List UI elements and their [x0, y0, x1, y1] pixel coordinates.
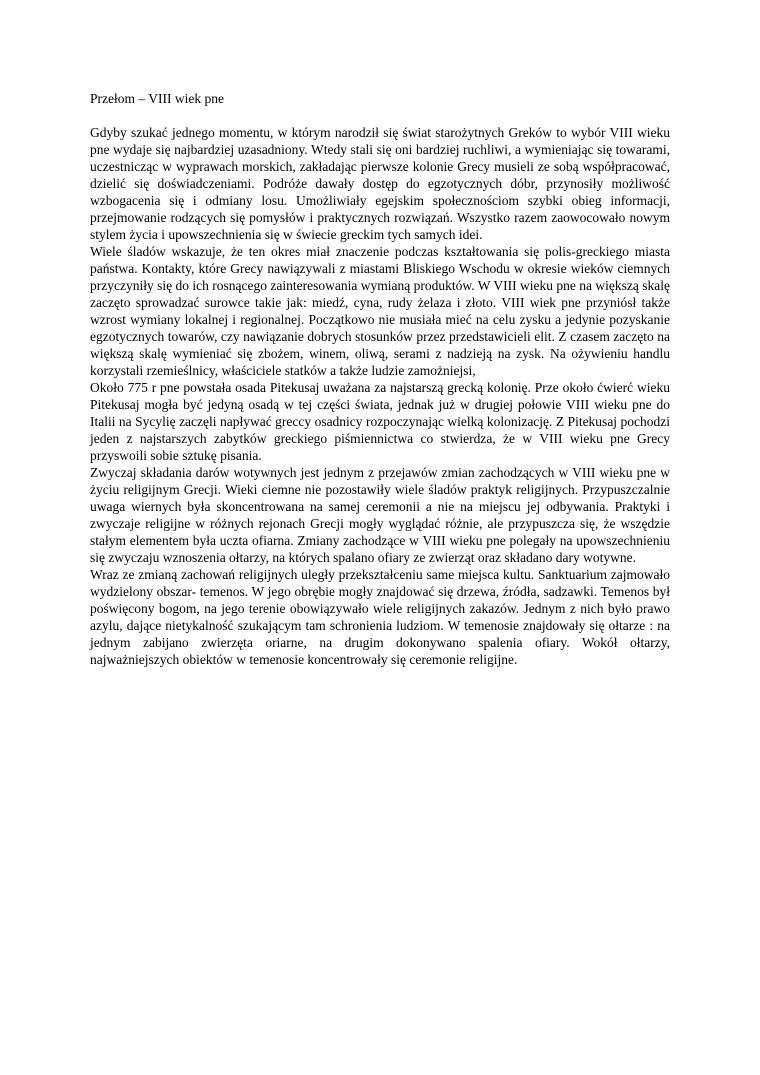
paragraph-polis-trade: Wiele śladów wskazuje, że ten okres miał znaczenie podczas kształtowania się polis-greckiego miasta państwa. Kontakty, które Grecy nawiązywali z miastami Bliskiego Wschodu w okresie wieków ciemnych przyczyniły się do ich rosnącego zainteresowania wymianą produktów. W VIII wieku pne na większą skalę zaczęto sprowadzać surowce takie jak: miedź, cyna, rudy żelaza i złoto. VIII wiek pne przyniósł także wzrost wymiany lokalnej i regionalnej. Początkowo nie musiała mieć na celu zysku a jedynie pozyskanie egzotycznych towarów, czy nawiązanie dobrych stosunków przez przedstawicieli elit. Z czasem zaczęto na większą skalę wymieniać się zbożem, winem, oliwą, serami z nadzieją na zysk. Na ożywieniu handlu korzystali rzemieślnicy, właściciele statków a także ludzie zamożniejsi, [90, 244, 670, 378]
paragraph-introduction: Gdyby szukać jednego momentu, w którym narodził się świat starożytnych Greków to wybór VIII wieku pne wydaje się najbardziej uzasadniony. Wtedy stali się oni bardziej ruchliwi, a wymieniając się towarami, uczestnicząc w wyprawach morskich, zakładając pierwsze kolonie Grecy musieli ze sobą współpracować, dzielić się doświadczeniami. Podróże dawały dostęp do egzotycznych dóbr, przynosiły możliwość wzbogacenia się i odmiany losu. Umożliwiały egejskim społecznościom szybki obieg informacji, przejmowanie rodzących się pomysłów i praktycznych rozwiązań. Wszystko razem zaowocowało nowym stylem życia i upowszechnienia się w świecie greckim tych samych idei. [90, 125, 670, 242]
paragraph-temenos-sanctuary: Wraz ze zmianą zachowań religijnych uległy przekształceniu same miejsca kultu. Sanktuarium zajmowało wydzielony obszar- temenos. W jego obrębie mogły znajdować się drzewa, źródła, sadzawki. Temenos był poświęcony bogom, na jego terenie obowiązywało wiele religijnych zakazów. Jednym z nich było prawo azylu, dające nietykalność szukającym tam schronienia ludziom. W temenosie znajdowały się ołtarze : na jednym zabijano zwierzęta oriarne, na drugim dokonywano spalenia ofiary. Wokół ołtarzy, najważniejszych obiektów w temenosie koncentrowały się ceremonie religijne. [90, 567, 670, 667]
paragraph-pitekusaj-colony: Około 775 r pne powstała osada Pitekusaj uważana za najstarszą grecką kolonię. Prze około ćwierć wieku Pitekusaj mogła być jedyną osadą w tej części świata, jednak już w drugiej połowie VIII wieku pne do Italii na Sycylię zaczęli napływać greccy osadnicy rozpoczynając wielką kolonizację. Z Pitekusaj pochodzi jeden z najstarszych zabytków greckiego piśmiennictwa co stwierdza, że w VIII wieku pne Grecy przyswoili sobie sztukę pisania. [90, 380, 670, 463]
paragraph-votive-customs: Zwyczaj składania darów wotywnych jest jednym z przejawów zmian zachodzących w VIII wieku pne w życiu religijnym Grecji. Wieki ciemne nie pozostawiły wiele śladów praktyk religijnych. Przypuszczalnie uwaga wiernych była skoncentrowana na samej ceremonii a nie na miejscu jej odbywania. Praktyki i zwyczaje religijne w różnych rejonach Grecji mogły wyglądać różnie, ale przypuszcza się, że wszędzie stałym elementem była uczta ofiarna. Zmiany zachodzące w VIII wieku pne polegały na upowszechnieniu się zwyczaju wznoszenia ołtarzy, na których spalano ofiary ze zwierząt oraz składano dary wotywne. [90, 465, 670, 565]
document-title: Przełom – VIII wiek pne [90, 91, 224, 106]
